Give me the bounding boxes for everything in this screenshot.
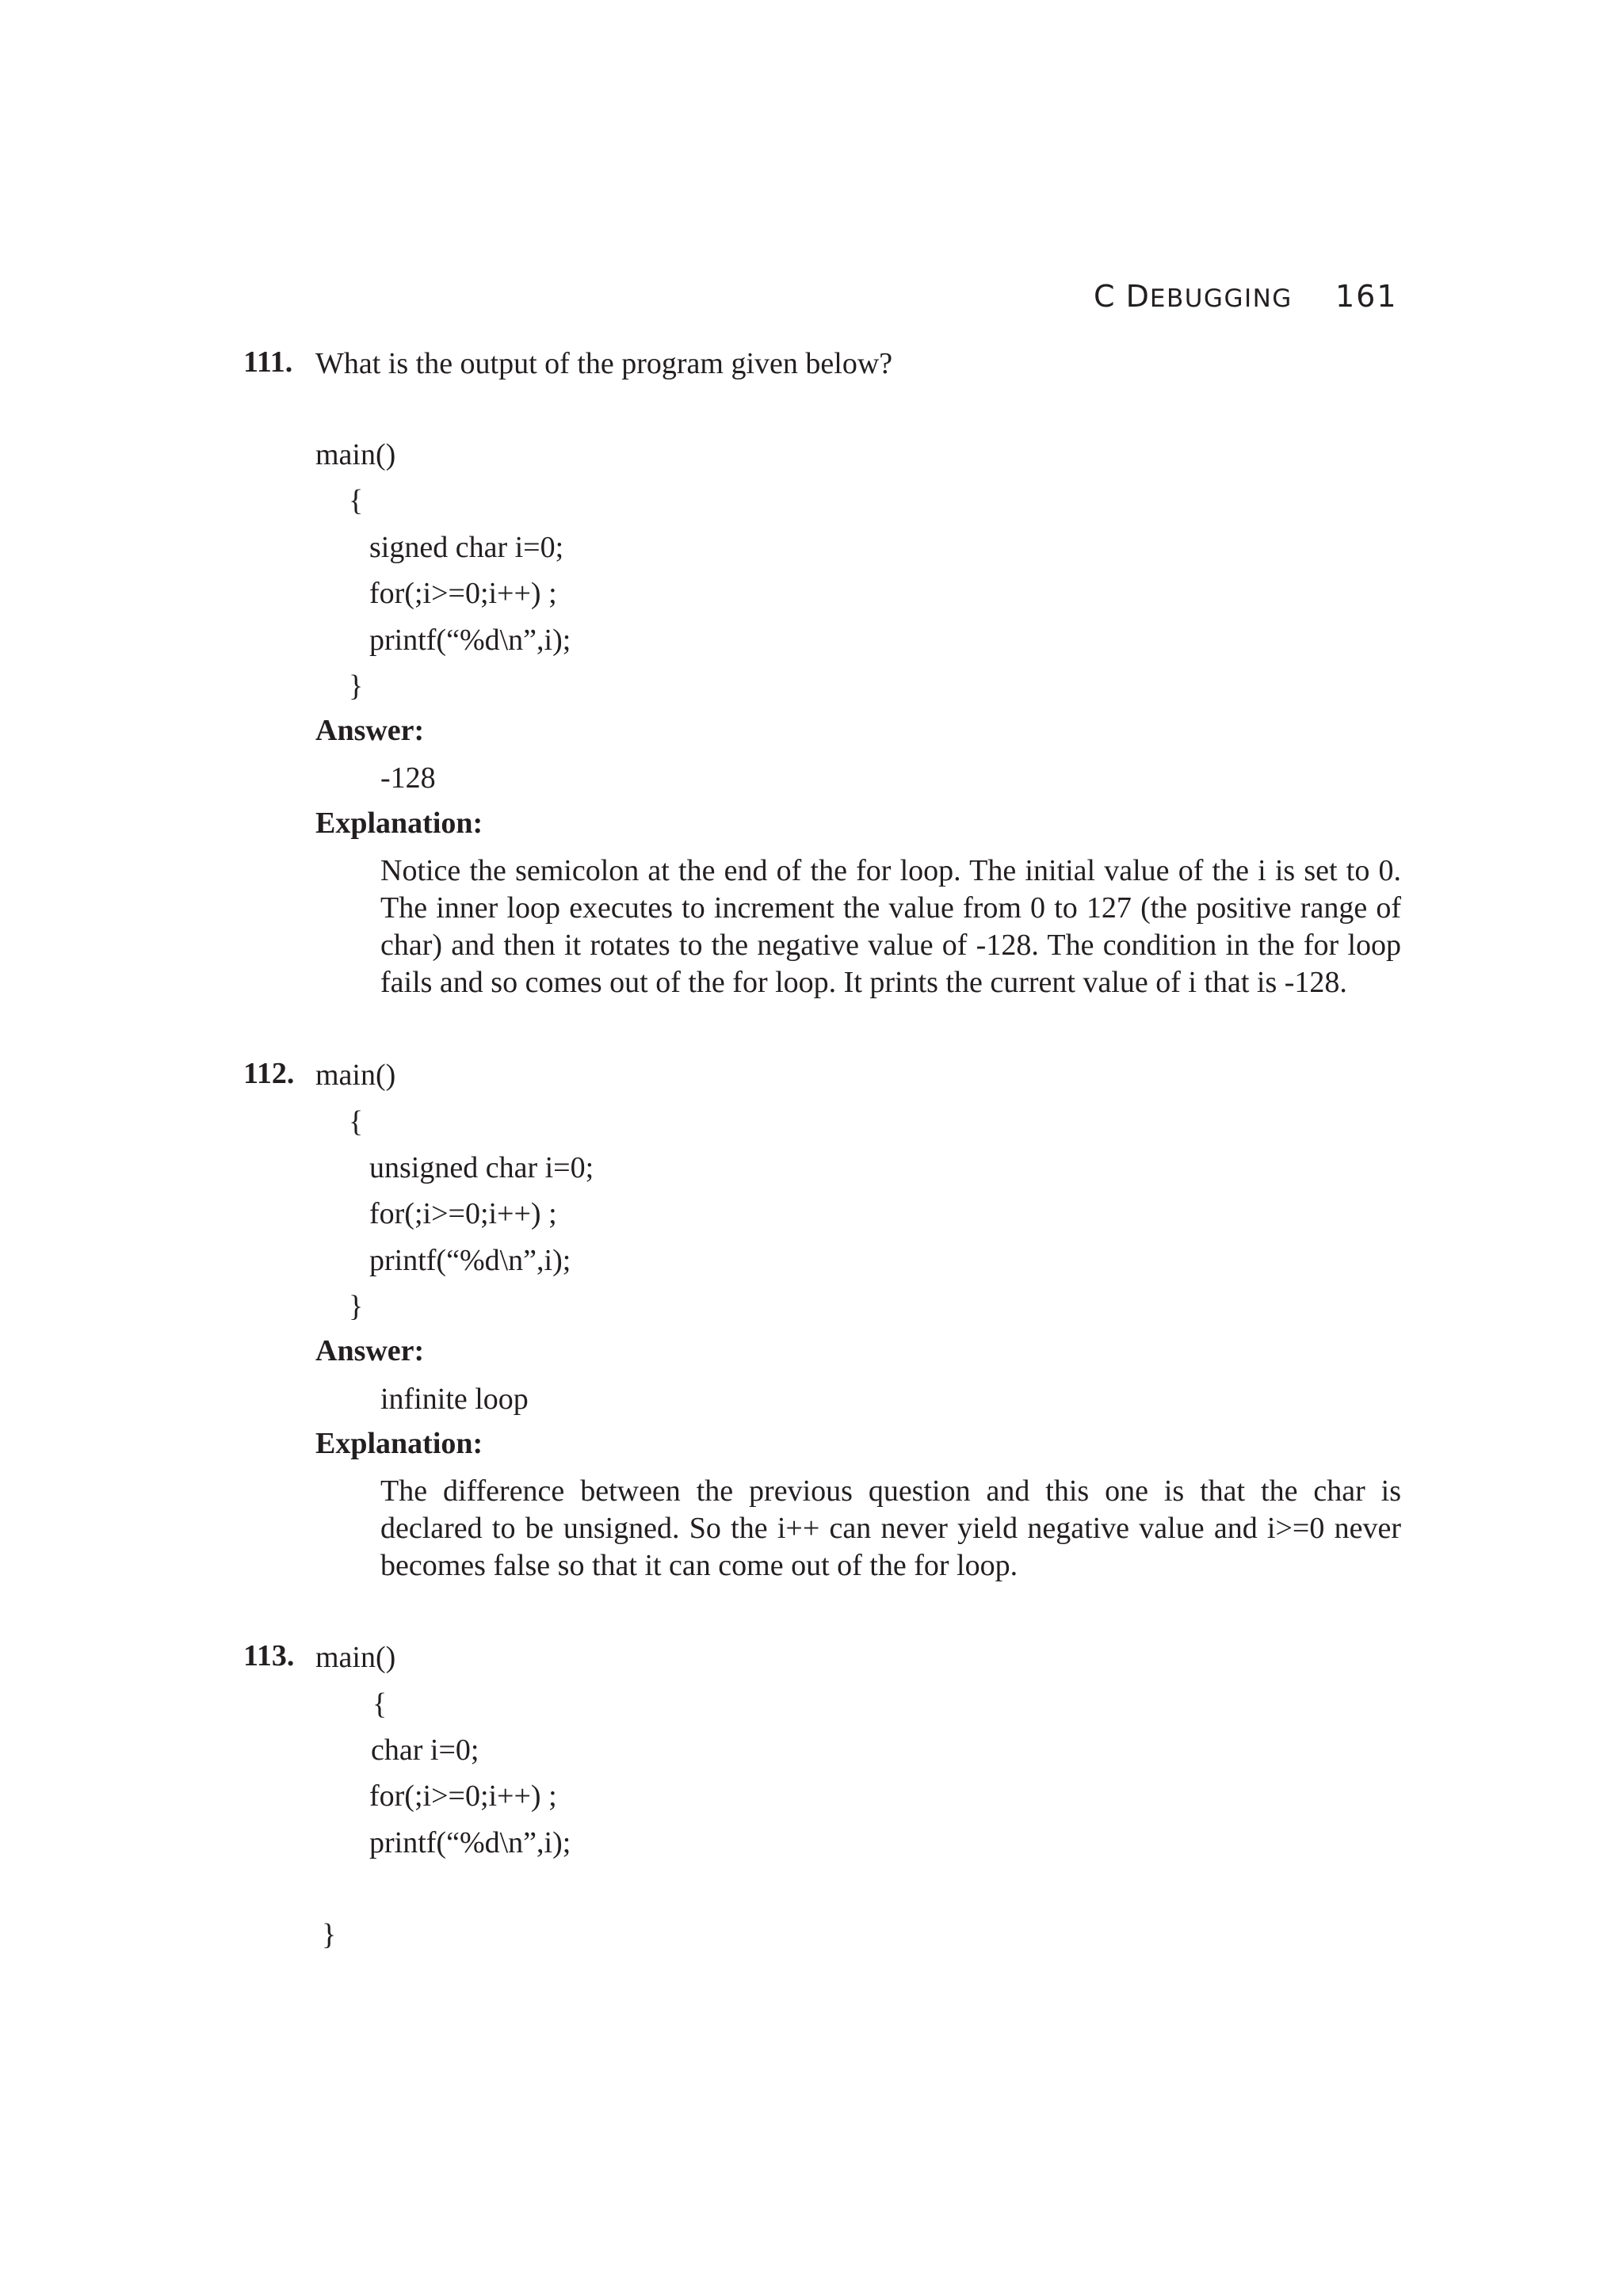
explanation-text: Notice the semicolon at the end of the for loop. The initial value of the i is set to 0. The inner loop executes to increment the value from 0 to 127 (the positive range of char) and then it rotates to the negative value of -128. The condition in the for loop fails and so comes out of the for loop. It prints the current value of i that is -128. xyxy=(380,854,1401,999)
page-number: 161 xyxy=(1335,279,1398,314)
code-line: main() xyxy=(315,1058,396,1092)
answer-label: Answer: xyxy=(315,1334,425,1367)
explanation-label: Explanation: xyxy=(315,807,483,840)
code-line: { xyxy=(372,1688,388,1721)
answer-value: infinite loop xyxy=(380,1383,529,1416)
code-line: { xyxy=(349,484,364,517)
question-number: 112. xyxy=(243,1057,295,1090)
chapter-rest: EBUGGING xyxy=(1149,284,1293,313)
answer-value: -128 xyxy=(380,761,436,795)
code-line: printf(“%d\n”,i); xyxy=(369,624,571,657)
running-header xyxy=(1094,279,1293,314)
code-line: printf(“%d\n”,i); xyxy=(369,1826,571,1859)
question-number: 113. xyxy=(243,1639,295,1672)
question-number: 111. xyxy=(243,345,293,379)
chapter-prefix: C xyxy=(1094,279,1126,314)
code-line: char i=0; xyxy=(371,1733,479,1767)
code-line: for(;i>=0;i++) ; xyxy=(369,577,557,610)
code-line: signed char i=0; xyxy=(369,531,564,564)
code-line: main() xyxy=(315,438,396,471)
code-line: } xyxy=(349,1290,364,1323)
answer-label: Answer: xyxy=(315,714,425,747)
code-line: for(;i>=0;i++) ; xyxy=(369,1779,557,1813)
code-line: unsigned char i=0; xyxy=(369,1151,594,1184)
code-line: { xyxy=(349,1105,364,1138)
code-line: for(;i>=0;i++) ; xyxy=(369,1197,557,1230)
code-line: } xyxy=(322,1918,337,1951)
code-line: printf(“%d\n”,i); xyxy=(369,1244,571,1277)
explanation-text: The difference between the previous question and this one is that the char is declared to be unsigned. So the i++ can never yield negative value and i>=0 never becomes false so that it can come out of the for loop. xyxy=(380,1474,1401,1582)
code-line: main() xyxy=(315,1641,396,1674)
question-prompt: What is the output of the program given below? xyxy=(315,347,893,380)
code-line: } xyxy=(349,669,364,703)
chapter-initial: D xyxy=(1125,279,1150,314)
explanation-label: Explanation: xyxy=(315,1427,483,1460)
